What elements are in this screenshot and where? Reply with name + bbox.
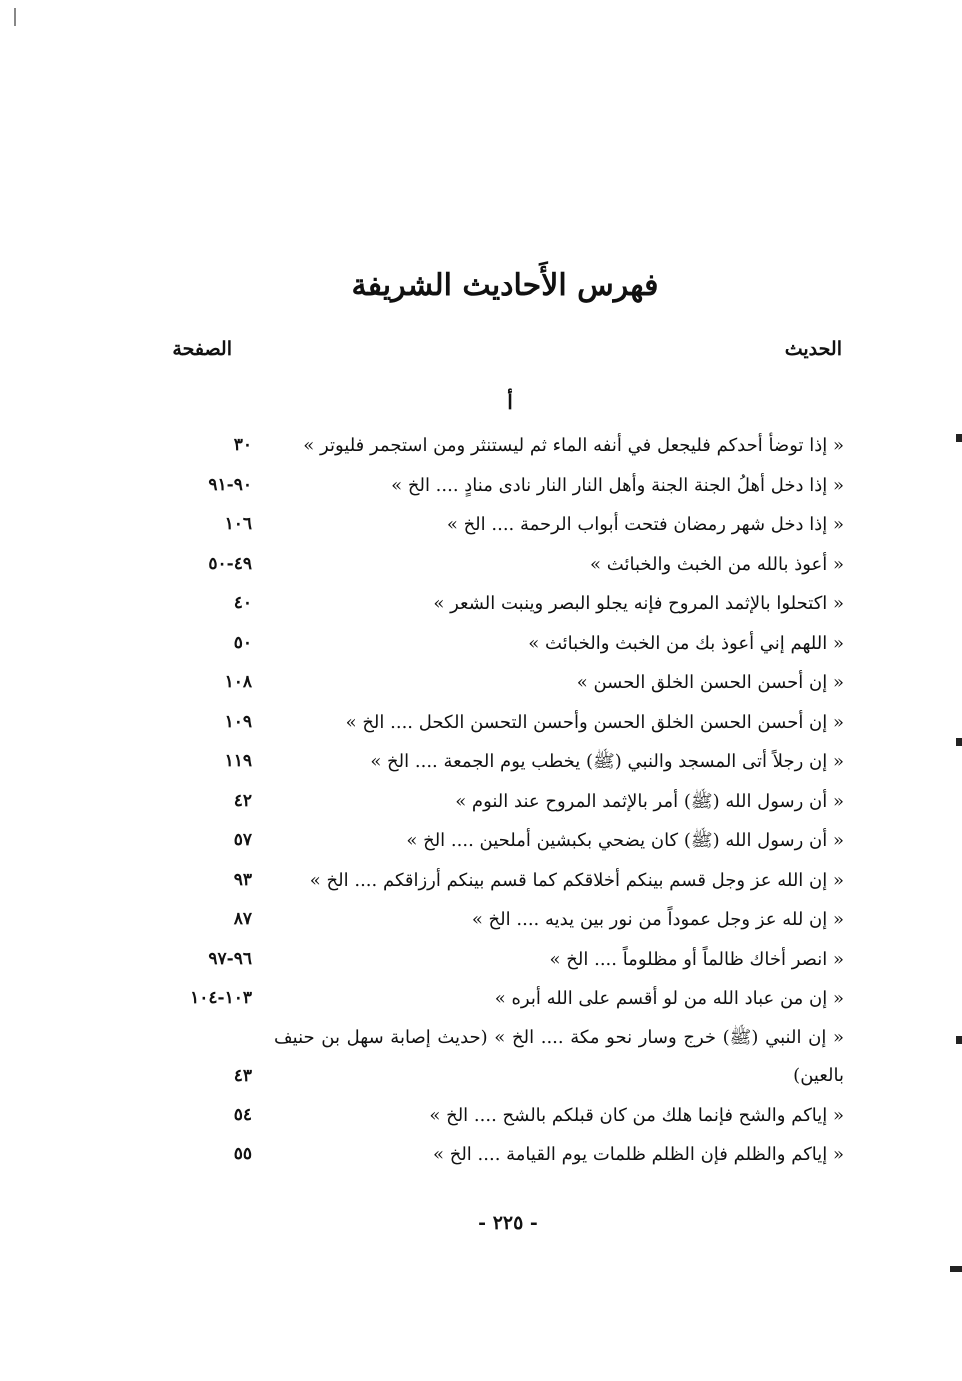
index-entry bbox=[0, 975, 962, 1015]
hadith-text: « إذا دخل أهلُ الجنة الجنة وأهل النار النار نادى منادٍ .... الخ » bbox=[391, 474, 844, 496]
index-entry bbox=[0, 1015, 962, 1092]
page-reference: ٩٣ bbox=[233, 869, 252, 890]
page-reference: ٥٧ bbox=[233, 830, 252, 850]
page-reference: ٥٤ bbox=[233, 1104, 252, 1125]
section-letter: أ bbox=[507, 390, 513, 414]
hadith-text: « إذا دخل شهر رمضان فتحت أبواب الرحمة .... الخ » bbox=[446, 514, 844, 535]
index-entry bbox=[0, 817, 962, 857]
scan-edge-mark bbox=[14, 8, 16, 26]
scan-margin-mark bbox=[956, 434, 962, 442]
hadith-text: « إن الله عز وجل قسم بينكم أخلاقكم كما قسم بينكم أرزاقكم .... الخ » bbox=[309, 869, 844, 891]
page-reference: ١١٩ bbox=[224, 751, 252, 771]
hadith-text: « انصر أخاك ظالماً أو مظلوماً .... الخ » bbox=[549, 948, 844, 970]
hadith-text: « إن من عباد الله من لو أقسم على الله أبره » bbox=[494, 988, 844, 1009]
hadith-text: « اللهم إني أعوذ بك من الخبث والخبائث » bbox=[528, 632, 844, 654]
index-entry bbox=[0, 580, 962, 620]
hadith-text: « إياكم والشح فإنما هلك من كان قبلكم بالشح .... الخ » bbox=[429, 1104, 844, 1126]
scan-margin-mark bbox=[950, 1266, 962, 1272]
page-reference: ٩٦-٩٧ bbox=[208, 948, 252, 969]
hadith-text: « إن أحسن الحسن الخلق الحسن » bbox=[576, 672, 844, 693]
hadith-text: « إن لله عز وجل عموداً من نور بين يديه .... الخ » bbox=[471, 909, 844, 930]
index-entry bbox=[0, 1092, 962, 1132]
hadith-text: « أن رسول الله (ﷺ) كان يضحي بكبشين أملحين .... الخ » bbox=[406, 830, 844, 851]
index-entry bbox=[0, 422, 962, 462]
index-entry bbox=[0, 778, 962, 818]
hadith-text: « إن النبي (ﷺ) خرج وسار نحو مكة .... الخ » (حديث إصابة سهل بن حنيف بالعين) bbox=[274, 1026, 844, 1086]
hadith-text: « اكتحلوا بالإثمد المروح فإنه يجلو البصر وينبت الشعر » bbox=[433, 593, 844, 614]
column-header-hadith: الحديث bbox=[784, 338, 842, 360]
page-reference: ٩٠-٩١ bbox=[208, 474, 252, 495]
index-entry bbox=[0, 462, 962, 502]
page-title: فهرس الأَحاديث الشريفة bbox=[351, 268, 659, 303]
page-reference: ١٠٣-١٠٤ bbox=[190, 988, 252, 1008]
page-number-footer: - ٢٢٥ - bbox=[478, 1212, 538, 1234]
index-entry bbox=[0, 1131, 962, 1171]
hadith-text: « إن أحسن الحسن الخلق الحسن وأحسن التحسن الكحل .... الخ » bbox=[345, 711, 844, 733]
page-reference: ٤٩-٥٠ bbox=[208, 553, 252, 574]
scan-margin-mark bbox=[956, 1036, 962, 1044]
page-reference: ٨٧ bbox=[233, 909, 252, 929]
index-entry bbox=[0, 501, 962, 541]
page-reference: ٤٠ bbox=[233, 593, 252, 613]
index-entry bbox=[0, 857, 962, 897]
scan-margin-mark bbox=[956, 738, 962, 746]
page-reference: ١٠٨ bbox=[224, 672, 252, 692]
page-reference: ٤٢ bbox=[233, 790, 252, 811]
index-entry bbox=[0, 659, 962, 699]
hadith-index-list bbox=[0, 422, 962, 1171]
page-reference: ٤٣ bbox=[233, 1065, 252, 1086]
page-reference: ٣٠ bbox=[233, 435, 252, 455]
hadith-text: « أن رسول الله (ﷺ) أمر بالإثمد المروح عند النوم » bbox=[455, 790, 844, 812]
index-entry bbox=[0, 896, 962, 936]
hadith-text: « إذا توضأ أحدكم فليجعل في أنفه الماء ثم ليستنثر ومن استجمر فليوتر » bbox=[303, 435, 844, 456]
page-reference: ١٠٩ bbox=[224, 711, 252, 732]
index-entry bbox=[0, 699, 962, 739]
page-reference: ٥٠ bbox=[233, 632, 252, 653]
index-entry bbox=[0, 620, 962, 660]
hadith-text: « إياكم والظلم فإن الظلم ظلمات يوم القيامة .... الخ » bbox=[432, 1144, 844, 1165]
hadith-text: « أعوذ بالله من الخبث والخبائث » bbox=[590, 553, 844, 575]
index-entry bbox=[0, 541, 962, 581]
index-entry bbox=[0, 738, 962, 778]
column-header-page: الصفحة bbox=[172, 338, 232, 360]
page-reference: ٥٥ bbox=[233, 1144, 252, 1164]
page-reference: ١٠٦ bbox=[224, 514, 252, 534]
hadith-text: « إن رجلاً أتى المسجد والنبي (ﷺ) يخطب يوم الجمعة .... الخ » bbox=[370, 751, 844, 772]
index-entry bbox=[0, 936, 962, 976]
